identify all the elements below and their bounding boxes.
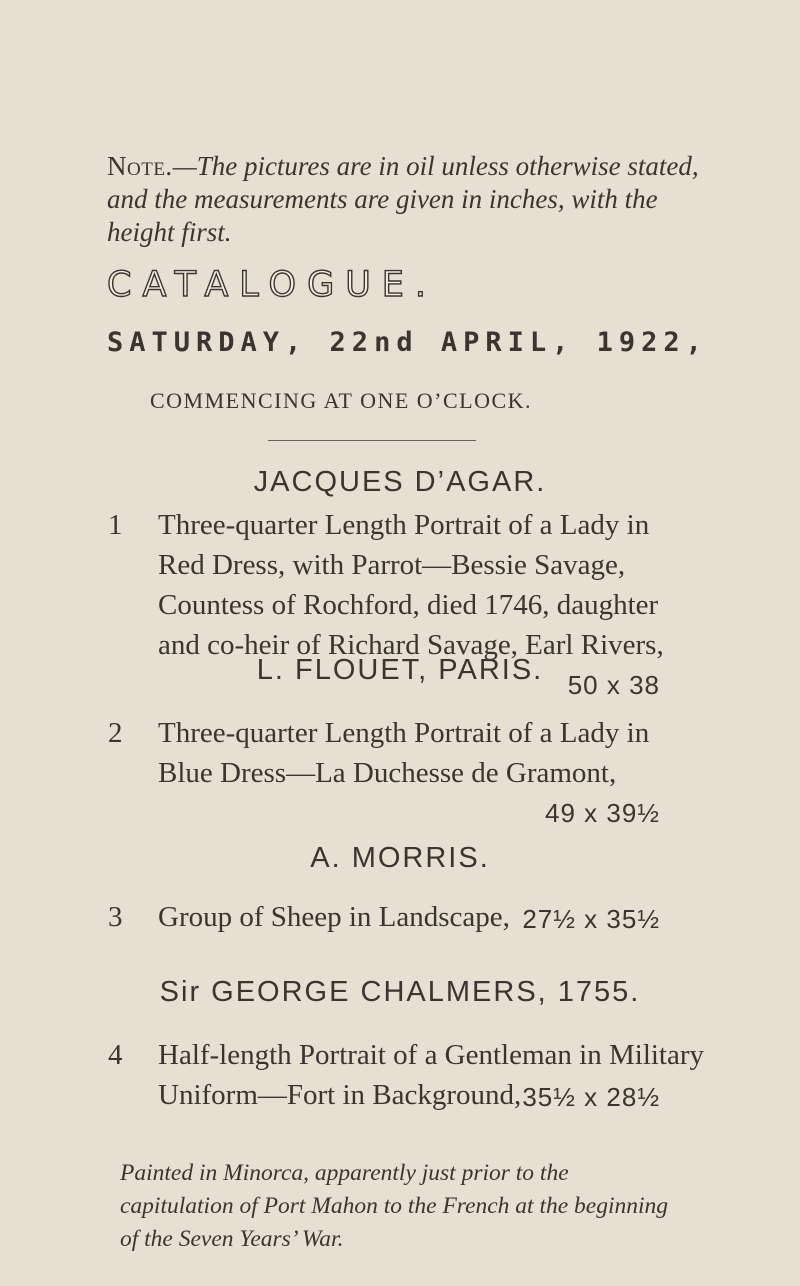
lot-entry (108, 713, 668, 833)
lot-line: Group of Sheep in Landscape, (158, 901, 510, 933)
lot-line: Three-quarter Length Portrait of a Lady in (158, 717, 650, 749)
lot-line: Countess of Rochford, died 1746, daughter (158, 589, 659, 621)
artist-heading: A. MORRIS. (310, 842, 490, 874)
lot-line: Red Dress, with Parrot—Bessie Savage, (158, 549, 626, 581)
lot-number: 3 (108, 901, 123, 933)
lot-number: 1 (108, 509, 123, 541)
catalogue-note (107, 150, 707, 249)
lot-line: Blue Dress—La Duchesse de Gramont, (158, 757, 617, 789)
lot-entry (108, 897, 668, 937)
lot-number: 2 (108, 717, 123, 749)
catalogue-heading: CATALOGUE. (107, 265, 438, 305)
lot-number: 4 (108, 1039, 123, 1071)
lot-dimensions: 49 x 39½ (545, 798, 660, 828)
artist-heading: JACQUES D’AGAR. (253, 466, 547, 498)
lot-line: Half-length Portrait of a Gentleman in Military (158, 1039, 705, 1071)
lot-entry (108, 1035, 705, 1115)
lot-line: and co-heir of Richard Savage, Earl Rivers, (158, 629, 664, 661)
lot-dimensions: 50 x 38 (567, 670, 660, 700)
note-text: —The pictures are in oil unless otherwise stated, and the measurements are given in inches, with the height first. (107, 151, 699, 247)
sale-time: COMMENCING AT ONE O’CLOCK. (150, 388, 533, 413)
sale-date: SATURDAY, 22nd APRIL, 1922, (107, 327, 708, 358)
lot-dimensions: 27½ x 35½ (522, 904, 660, 934)
note-lead: Note. (107, 151, 173, 181)
lot-dimensions: 35½ x 28½ (522, 1082, 660, 1112)
artist-heading: Sir GEORGE CHALMERS, 1755. (159, 976, 641, 1008)
artist-heading: L. FLOUET, PARIS. (256, 654, 544, 686)
lot-note: Painted in Minorca, apparently just prior to the capitulation of Port Mahon to the French at the beginning of the Seven Years’ War. (120, 1160, 669, 1252)
lot-line: Uniform—Fort in Background, (158, 1079, 522, 1111)
lot-line: Three-quarter Length Portrait of a Lady in (158, 509, 650, 541)
divider-rule (268, 440, 476, 441)
